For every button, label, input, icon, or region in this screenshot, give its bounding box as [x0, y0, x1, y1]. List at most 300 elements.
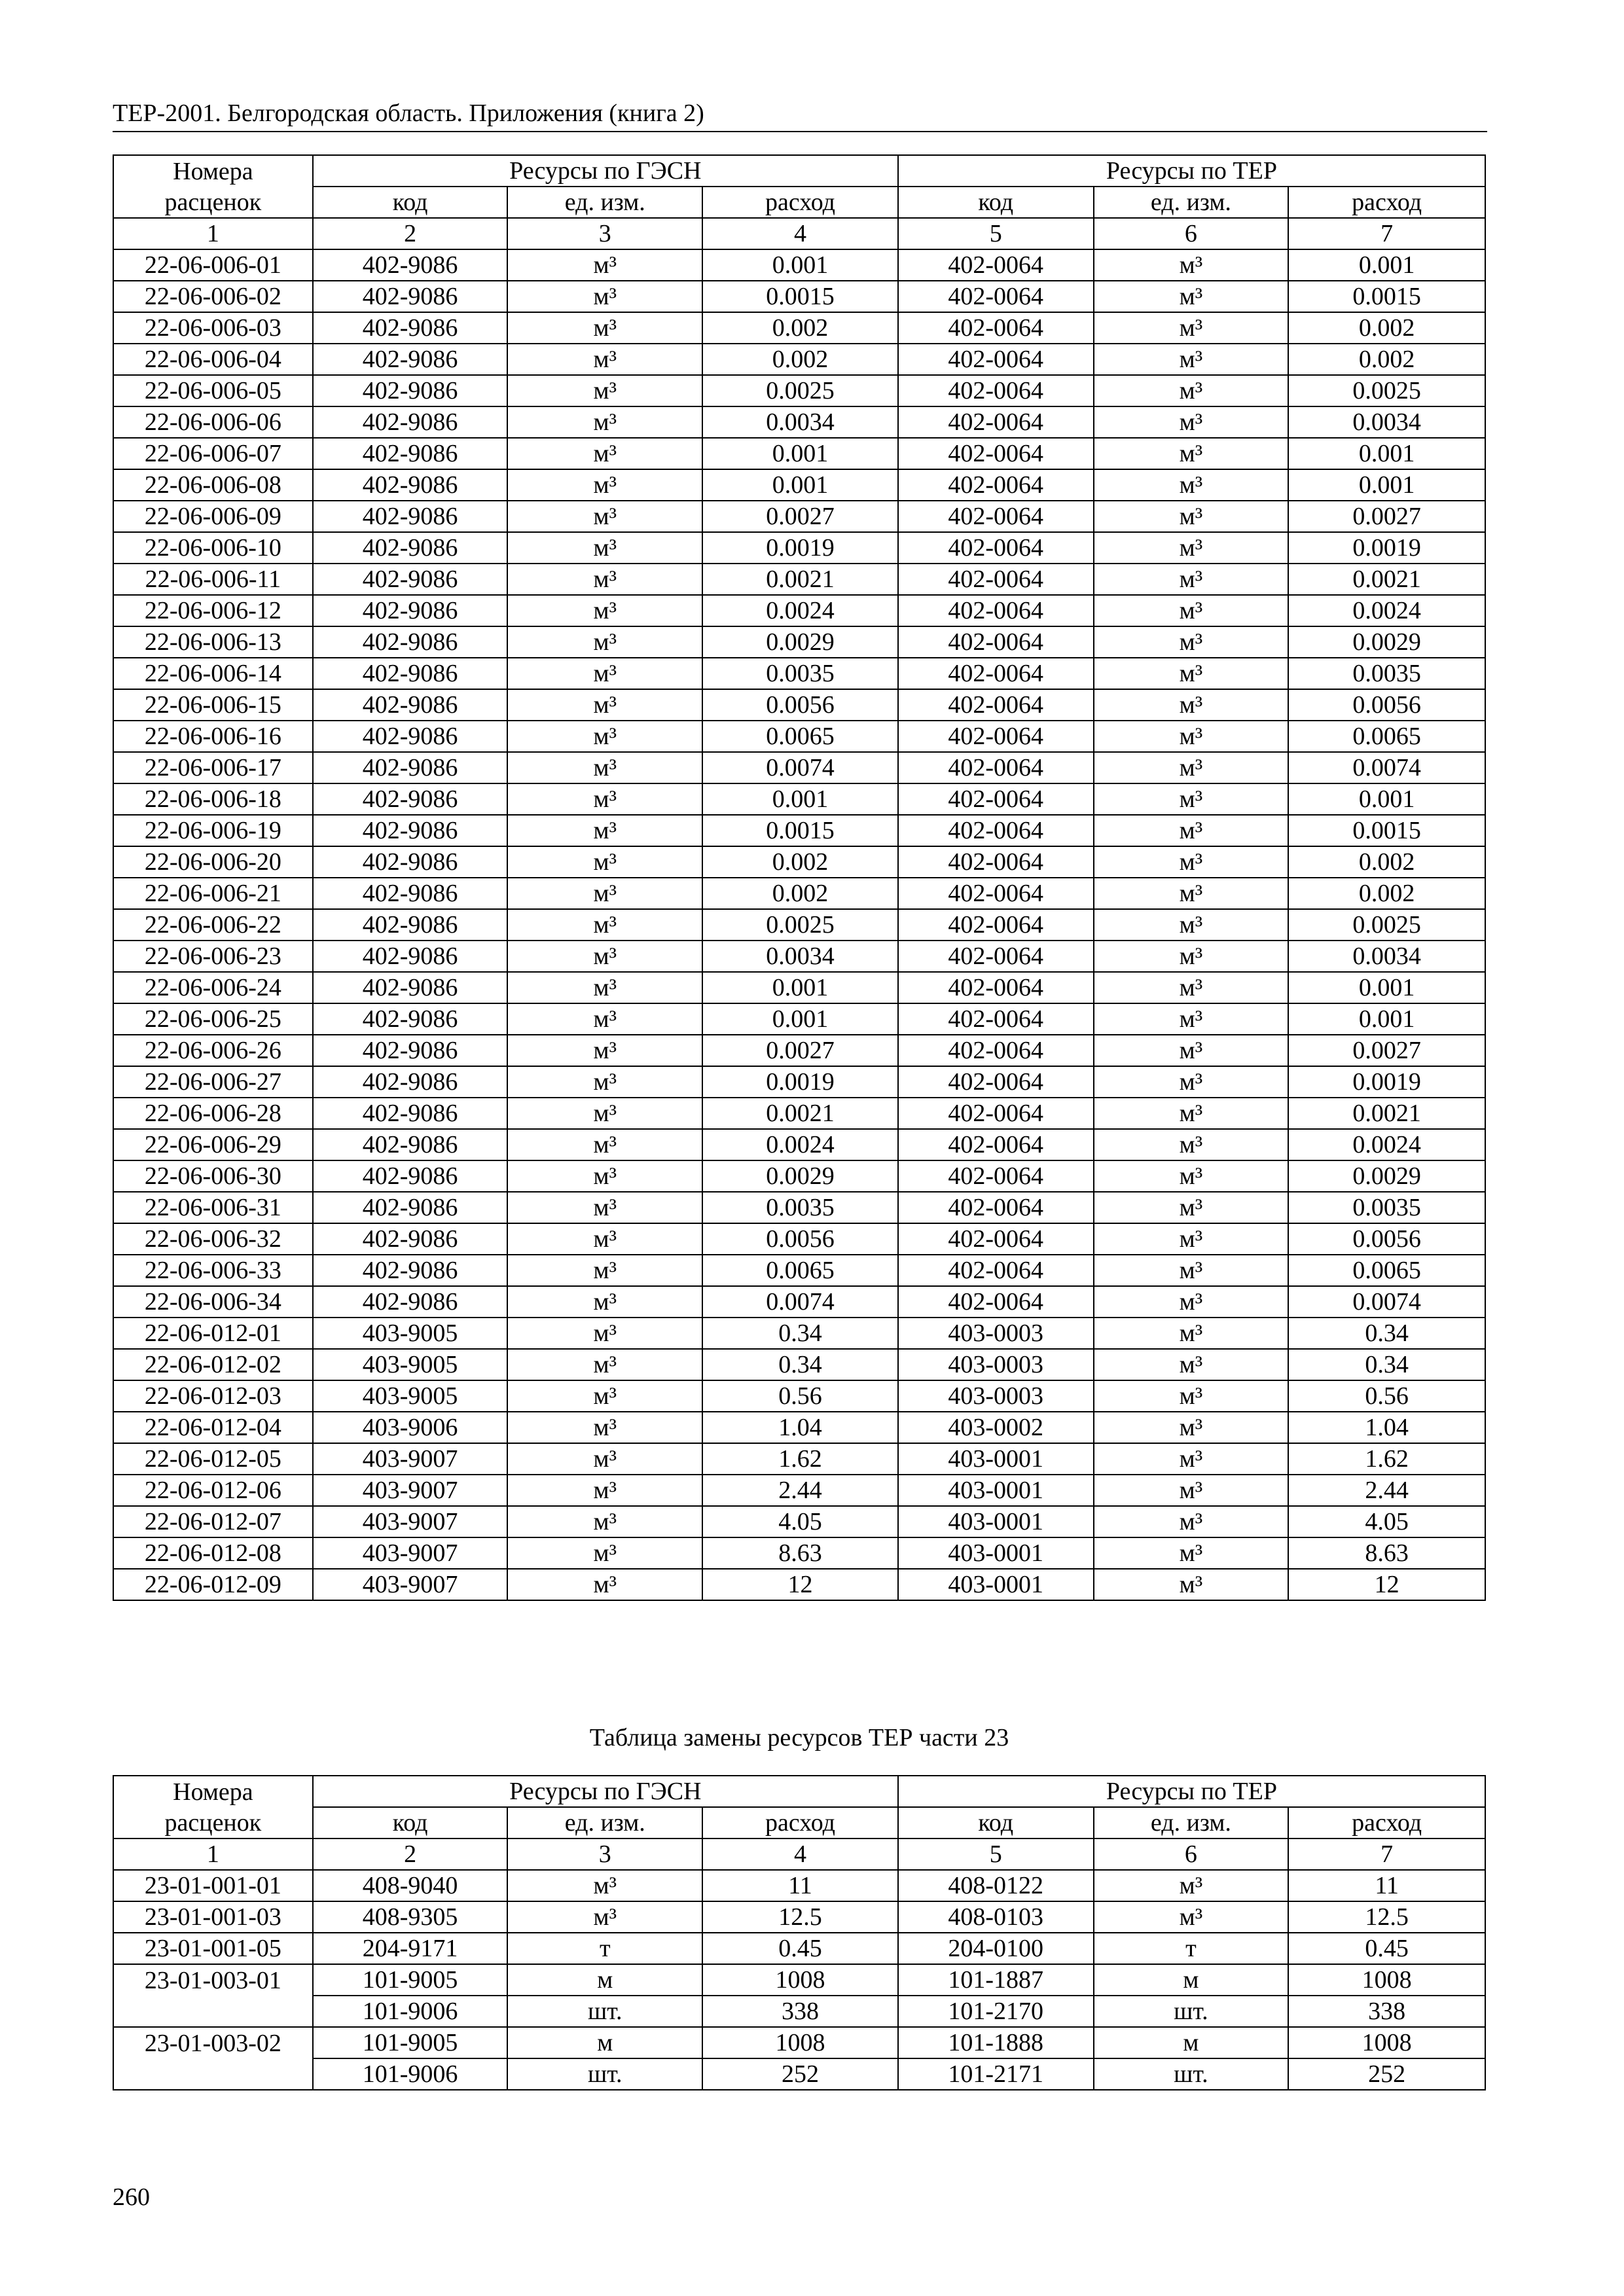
gesn-amount-cell: 252 [702, 2058, 898, 2090]
table-row [113, 2058, 1485, 2090]
gesn-amount-cell: 0.0074 [702, 1286, 898, 1318]
gesn-amount-cell: 0.001 [702, 469, 898, 501]
gesn-unit-cell: м³ [507, 469, 702, 501]
ter-amount-cell: 0.56 [1288, 1380, 1485, 1412]
gesn-code-cell: 402-9086 [313, 469, 508, 501]
ter-amount-cell: 0.0019 [1288, 532, 1485, 564]
gesn-code-cell: 402-9086 [313, 1192, 508, 1223]
table-row [113, 626, 1485, 658]
gesn-amount-cell: 0.002 [702, 312, 898, 344]
ter-amount-cell: 0.0015 [1288, 281, 1485, 312]
gesn-code-cell: 402-9086 [313, 815, 508, 846]
gesn-unit-cell: м³ [507, 1901, 702, 1933]
ter-code-cell: 402-0064 [898, 1255, 1094, 1286]
gesn-unit-cell: м³ [507, 815, 702, 846]
ter-unit-cell: м³ [1094, 752, 1289, 783]
gesn-amount-cell: 0.0015 [702, 281, 898, 312]
column-number-row [113, 218, 1485, 249]
col-number: 5 [898, 218, 1094, 249]
gesn-amount-cell: 0.0019 [702, 1066, 898, 1098]
ter-code-cell: 402-0064 [898, 941, 1094, 972]
ter-code-cell: 402-0064 [898, 689, 1094, 721]
ter-amount-cell: 0.0019 [1288, 1066, 1485, 1098]
ter-amount-cell: 0.0029 [1288, 1160, 1485, 1192]
ter-code-cell: 402-0064 [898, 532, 1094, 564]
table-row [113, 846, 1485, 878]
gesn-unit-header: ед. изм. [507, 187, 702, 218]
ter-amount-cell: 0.0029 [1288, 626, 1485, 658]
ter-unit-cell: м³ [1094, 1066, 1289, 1098]
gesn-amount-cell: 1.62 [702, 1443, 898, 1475]
gesn-amount-cell: 0.0025 [702, 375, 898, 406]
ter-amount-cell: 0.0034 [1288, 941, 1485, 972]
ter-amount-cell: 0.0015 [1288, 815, 1485, 846]
gesn-amount-cell: 0.0029 [702, 626, 898, 658]
table-row [113, 752, 1485, 783]
gesn-unit-cell: м³ [507, 1380, 702, 1412]
gesn-unit-cell: м³ [507, 658, 702, 689]
gesn-code-cell: 101-9005 [313, 2027, 508, 2058]
ter-unit-cell: м³ [1094, 1412, 1289, 1443]
gesn-code-cell: 408-9040 [313, 1870, 508, 1901]
rate-number-cell: 22-06-006-32 [113, 1223, 313, 1255]
ter-unit-cell: м³ [1094, 1380, 1289, 1412]
ter-unit-cell: м³ [1094, 438, 1289, 469]
rate-number-cell: 22-06-006-18 [113, 783, 313, 815]
table-row [113, 312, 1485, 344]
rate-number-cell: 22-06-012-08 [113, 1537, 313, 1569]
ter-code-cell: 402-0064 [898, 658, 1094, 689]
table-row [113, 1223, 1485, 1255]
ter-code-cell: 402-0064 [898, 375, 1094, 406]
header-row-1 [113, 1776, 1485, 1807]
table-body [113, 249, 1485, 1600]
rate-number-cell: 22-06-006-26 [113, 1035, 313, 1066]
table-row [113, 406, 1485, 438]
gesn-unit-cell: м³ [507, 1537, 702, 1569]
rate-number-cell: 22-06-006-12 [113, 595, 313, 626]
ter-unit-cell: м³ [1094, 1129, 1289, 1160]
rate-num-header-line2: расценок [113, 187, 313, 218]
gesn-code-cell: 402-9086 [313, 752, 508, 783]
ter-code-cell: 402-0064 [898, 1098, 1094, 1129]
gesn-unit-cell: м³ [507, 1192, 702, 1223]
rate-number-cell: 22-06-006-14 [113, 658, 313, 689]
ter-unit-cell: шт. [1094, 1996, 1289, 2027]
ter-code-cell: 402-0064 [898, 972, 1094, 1003]
ter-unit-cell: м³ [1094, 1098, 1289, 1129]
gesn-amount-cell: 0.34 [702, 1349, 898, 1380]
gesn-unit-cell: м³ [507, 1475, 702, 1506]
ter-amount-cell: 0.0027 [1288, 1035, 1485, 1066]
gesn-amount-cell: 1.04 [702, 1412, 898, 1443]
gesn-amount-cell: 0.0021 [702, 1098, 898, 1129]
col-number: 3 [507, 218, 702, 249]
ter-unit-cell: м³ [1094, 1537, 1289, 1569]
gesn-code-cell: 402-9086 [313, 783, 508, 815]
ter-unit-cell: м³ [1094, 281, 1289, 312]
gesn-code-cell: 403-9005 [313, 1349, 508, 1380]
rate-number-cell: 22-06-006-23 [113, 941, 313, 972]
running-header: ТЕР-2001. Белгородская область. Приложения (книга 2) [113, 97, 1487, 132]
ter-code-cell: 402-0064 [898, 721, 1094, 752]
ter-code-header: код [898, 1807, 1094, 1839]
gesn-unit-cell: м³ [507, 344, 702, 375]
rate-number-cell: 22-06-006-17 [113, 752, 313, 783]
rate-number-cell: 22-06-006-01 [113, 249, 313, 281]
gesn-amount-cell: 338 [702, 1996, 898, 2027]
gesn-unit-cell: м³ [507, 783, 702, 815]
gesn-code-cell: 402-9086 [313, 406, 508, 438]
ter-unit-cell: м³ [1094, 658, 1289, 689]
gesn-amount-cell: 0.0029 [702, 1160, 898, 1192]
gesn-amount-cell: 0.0065 [702, 721, 898, 752]
ter-code-cell: 402-0064 [898, 1035, 1094, 1066]
gesn-amount-cell: 0.0015 [702, 815, 898, 846]
ter-unit-cell: м [1094, 2027, 1289, 2058]
gesn-code-cell: 403-9006 [313, 1412, 508, 1443]
table-row [113, 1098, 1485, 1129]
ter-code-cell: 403-0001 [898, 1537, 1094, 1569]
ter-code-cell: 402-0064 [898, 438, 1094, 469]
resource-table-part-22 [113, 154, 1486, 1601]
ter-code-cell: 402-0064 [898, 281, 1094, 312]
rate-number-cell: 22-06-006-21 [113, 878, 313, 909]
ter-code-cell: 402-0064 [898, 909, 1094, 941]
gesn-code-cell: 101-9006 [313, 1996, 508, 2027]
gesn-unit-cell: м³ [507, 1066, 702, 1098]
gesn-code-cell: 402-9086 [313, 564, 508, 595]
rate-number-cell: 22-06-006-09 [113, 501, 313, 532]
ter-unit-cell: м³ [1094, 1901, 1289, 1933]
header-row-2 [113, 187, 1485, 218]
gesn-code-cell: 402-9086 [313, 846, 508, 878]
gesn-code-cell: 402-9086 [313, 312, 508, 344]
gesn-amount-cell: 0.0056 [702, 689, 898, 721]
gesn-code-cell: 402-9086 [313, 626, 508, 658]
ter-unit-cell: м³ [1094, 532, 1289, 564]
gesn-amount-cell: 8.63 [702, 1537, 898, 1569]
table-row [113, 595, 1485, 626]
ter-amount-cell: 0.0024 [1288, 595, 1485, 626]
ter-code-cell: 402-0064 [898, 752, 1094, 783]
ter-unit-cell: м³ [1094, 595, 1289, 626]
rate-num-header-line1: Номера [113, 1776, 313, 1807]
ter-code-cell: 101-2170 [898, 1996, 1094, 2027]
gesn-unit-cell: шт. [507, 1996, 702, 2027]
ter-amount-cell: 12 [1288, 1569, 1485, 1600]
ter-amount-cell: 0.0056 [1288, 1223, 1485, 1255]
ter-unit-cell: м³ [1094, 1506, 1289, 1537]
gesn-unit-cell: м³ [507, 1870, 702, 1901]
table-row [113, 1318, 1485, 1349]
table-row [113, 1870, 1485, 1901]
gesn-amount-cell: 11 [702, 1870, 898, 1901]
gesn-unit-cell: м³ [507, 752, 702, 783]
gesn-code-cell: 402-9086 [313, 532, 508, 564]
ter-unit-cell: м³ [1094, 1870, 1289, 1901]
ter-unit-cell: шт. [1094, 2058, 1289, 2090]
ter-unit-cell: м³ [1094, 344, 1289, 375]
ter-amount-cell: 2.44 [1288, 1475, 1485, 1506]
ter-unit-cell: м³ [1094, 878, 1289, 909]
ter-unit-cell: м³ [1094, 1160, 1289, 1192]
gesn-amount-cell: 0.001 [702, 438, 898, 469]
ter-amount-cell: 0.0074 [1288, 1286, 1485, 1318]
rate-number-cell: 22-06-006-19 [113, 815, 313, 846]
rate-number-cell: 22-06-012-05 [113, 1443, 313, 1475]
gesn-code-cell: 402-9086 [313, 595, 508, 626]
ter-amount-cell: 0.0021 [1288, 564, 1485, 595]
ter-code-header: код [898, 187, 1094, 218]
ter-amount-cell: 0.001 [1288, 249, 1485, 281]
ter-code-cell: 402-0064 [898, 1003, 1094, 1035]
ter-code-cell: 402-0064 [898, 564, 1094, 595]
col-number: 2 [313, 1839, 508, 1870]
col-number: 3 [507, 1839, 702, 1870]
rate-number-cell [113, 1996, 313, 2027]
gesn-code-cell: 402-9086 [313, 1066, 508, 1098]
table-row [113, 1412, 1485, 1443]
gesn-amount-cell: 0.34 [702, 1318, 898, 1349]
ter-amount-cell: 0.0021 [1288, 1098, 1485, 1129]
table-row [113, 532, 1485, 564]
gesn-amount-cell: 0.0019 [702, 532, 898, 564]
gesn-unit-cell: м³ [507, 501, 702, 532]
rate-number-cell: 22-06-012-03 [113, 1380, 313, 1412]
table-row [113, 1996, 1485, 2027]
gesn-amount-cell: 1008 [702, 2027, 898, 2058]
col-number: 4 [702, 218, 898, 249]
gesn-unit-cell: м [507, 2027, 702, 2058]
gesn-code-cell: 402-9086 [313, 1160, 508, 1192]
rate-number-cell: 23-01-001-05 [113, 1933, 313, 1964]
ter-amount-header: расход [1288, 1807, 1485, 1839]
gesn-unit-cell: м³ [507, 1349, 702, 1380]
ter-code-cell: 403-0002 [898, 1412, 1094, 1443]
ter-amount-cell: 1.04 [1288, 1412, 1485, 1443]
ter-code-cell: 402-0064 [898, 249, 1094, 281]
ter-unit-cell: м³ [1094, 626, 1289, 658]
table-row [113, 1066, 1485, 1098]
gesn-unit-cell: м³ [507, 1255, 702, 1286]
gesn-amount-cell: 0.001 [702, 1003, 898, 1035]
ter-unit-header: ед. изм. [1094, 1807, 1289, 1839]
table-row [113, 501, 1485, 532]
gesn-unit-cell: м [507, 1964, 702, 1996]
gesn-code-cell: 204-9171 [313, 1933, 508, 1964]
ter-unit-cell: м³ [1094, 312, 1289, 344]
gesn-amount-cell: 0.001 [702, 972, 898, 1003]
ter-amount-cell: 0.001 [1288, 972, 1485, 1003]
gesn-code-cell: 402-9086 [313, 1255, 508, 1286]
rate-number-cell: 22-06-006-02 [113, 281, 313, 312]
gesn-code-cell: 402-9086 [313, 249, 508, 281]
gesn-code-cell: 402-9086 [313, 501, 508, 532]
rate-number-cell: 22-06-012-09 [113, 1569, 313, 1600]
table-row [113, 1506, 1485, 1537]
ter-amount-cell: 338 [1288, 1996, 1485, 2027]
ter-amount-cell: 0.0065 [1288, 721, 1485, 752]
ter-unit-cell: м [1094, 1964, 1289, 1996]
rate-number-cell: 22-06-012-02 [113, 1349, 313, 1380]
ter-unit-cell: м³ [1094, 564, 1289, 595]
gesn-amount-cell: 0.45 [702, 1933, 898, 1964]
ter-amount-cell: 0.0074 [1288, 752, 1485, 783]
gesn-unit-cell: м³ [507, 1506, 702, 1537]
ter-amount-cell: 1008 [1288, 1964, 1485, 1996]
gesn-amount-cell: 0.0034 [702, 406, 898, 438]
ter-amount-cell: 0.002 [1288, 344, 1485, 375]
ter-code-cell: 402-0064 [898, 469, 1094, 501]
gesn-amount-cell: 0.002 [702, 344, 898, 375]
gesn-code-cell: 403-9005 [313, 1380, 508, 1412]
rate-number-cell: 22-06-006-25 [113, 1003, 313, 1035]
gesn-code-cell: 402-9086 [313, 972, 508, 1003]
resource-table-part-23 [113, 1775, 1486, 2090]
table-row [113, 1964, 1485, 1996]
gesn-unit-cell: м³ [507, 249, 702, 281]
gesn-amount-cell: 0.0035 [702, 658, 898, 689]
ter-unit-cell: м³ [1094, 972, 1289, 1003]
gesn-amount-cell: 0.002 [702, 878, 898, 909]
table-row [113, 1537, 1485, 1569]
ter-unit-cell: м³ [1094, 1443, 1289, 1475]
ter-amount-cell: 11 [1288, 1870, 1485, 1901]
ter-code-cell: 402-0064 [898, 626, 1094, 658]
ter-code-cell: 402-0064 [898, 1286, 1094, 1318]
ter-amount-cell: 0.34 [1288, 1318, 1485, 1349]
gesn-code-cell: 101-9005 [313, 1964, 508, 1996]
gesn-unit-cell: м³ [507, 1223, 702, 1255]
rate-number-cell: 22-06-006-05 [113, 375, 313, 406]
ter-unit-cell: м³ [1094, 1255, 1289, 1286]
header-row-1 [113, 155, 1485, 187]
ter-unit-cell: м³ [1094, 1318, 1289, 1349]
gesn-unit-cell: м³ [507, 375, 702, 406]
gesn-unit-cell: м³ [507, 878, 702, 909]
gesn-unit-cell: м³ [507, 1035, 702, 1066]
gesn-amount-cell: 0.0065 [702, 1255, 898, 1286]
ter-code-cell: 403-0001 [898, 1506, 1094, 1537]
ter-unit-cell: м³ [1094, 941, 1289, 972]
ter-code-cell: 403-0001 [898, 1443, 1094, 1475]
gesn-amount-cell: 0.0027 [702, 1035, 898, 1066]
table-row [113, 1286, 1485, 1318]
gesn-code-cell: 402-9086 [313, 721, 508, 752]
ter-unit-cell: м³ [1094, 721, 1289, 752]
ter-amount-cell: 0.001 [1288, 438, 1485, 469]
gesn-code-cell: 403-9007 [313, 1506, 508, 1537]
ter-amount-cell: 0.34 [1288, 1349, 1485, 1380]
table-row [113, 815, 1485, 846]
gesn-code-cell: 403-9007 [313, 1569, 508, 1600]
rate-number-cell: 22-06-006-15 [113, 689, 313, 721]
ter-amount-cell: 0.45 [1288, 1933, 1485, 1964]
ter-amount-cell: 0.0027 [1288, 501, 1485, 532]
ter-code-cell: 101-1887 [898, 1964, 1094, 1996]
ter-amount-cell: 1008 [1288, 2027, 1485, 2058]
ter-unit-cell: м³ [1094, 1223, 1289, 1255]
ter-code-cell: 402-0064 [898, 1066, 1094, 1098]
table-row [113, 1933, 1485, 1964]
rate-num-header-line1: Номера [113, 155, 313, 187]
table-row [113, 1255, 1485, 1286]
ter-code-cell: 403-0003 [898, 1349, 1094, 1380]
table-row [113, 438, 1485, 469]
table-row [113, 972, 1485, 1003]
gesn-amount-cell: 0.56 [702, 1380, 898, 1412]
ter-unit-cell: м³ [1094, 1349, 1289, 1380]
table-row [113, 909, 1485, 941]
rate-number-cell: 22-06-006-07 [113, 438, 313, 469]
rate-number-cell: 22-06-006-20 [113, 846, 313, 878]
gesn-code-cell: 402-9086 [313, 375, 508, 406]
col-number: 5 [898, 1839, 1094, 1870]
ter-unit-cell: м³ [1094, 909, 1289, 941]
col-number: 6 [1094, 1839, 1289, 1870]
gesn-amount-cell: 2.44 [702, 1475, 898, 1506]
ter-unit-cell: м³ [1094, 1569, 1289, 1600]
ter-amount-cell: 0.001 [1288, 1003, 1485, 1035]
table-row [113, 721, 1485, 752]
ter-unit-cell: м³ [1094, 375, 1289, 406]
rate-number-cell: 22-06-006-13 [113, 626, 313, 658]
table-row [113, 281, 1485, 312]
gesn-unit-cell: м³ [507, 595, 702, 626]
rate-number-cell: 23-01-001-01 [113, 1870, 313, 1901]
col-number: 1 [113, 1839, 313, 1870]
ter-code-cell: 408-0103 [898, 1901, 1094, 1933]
gesn-code-cell: 402-9086 [313, 1035, 508, 1066]
ter-amount-cell: 0.001 [1288, 783, 1485, 815]
ter-amount-cell: 0.0034 [1288, 406, 1485, 438]
gesn-unit-cell: м³ [507, 1286, 702, 1318]
gesn-code-cell: 403-9005 [313, 1318, 508, 1349]
rate-number-cell: 22-06-006-16 [113, 721, 313, 752]
ter-code-cell: 402-0064 [898, 1129, 1094, 1160]
gesn-code-cell: 402-9086 [313, 1098, 508, 1129]
gesn-code-header: код [313, 187, 508, 218]
rate-number-cell: 22-06-006-10 [113, 532, 313, 564]
rate-number-cell: 22-06-006-33 [113, 1255, 313, 1286]
gesn-code-cell: 402-9086 [313, 344, 508, 375]
ter-code-cell: 402-0064 [898, 1223, 1094, 1255]
table-row [113, 689, 1485, 721]
table-row [113, 469, 1485, 501]
ter-amount-cell: 0.0024 [1288, 1129, 1485, 1160]
ter-code-cell: 402-0064 [898, 1160, 1094, 1192]
rate-number-cell: 23-01-003-02 [113, 2027, 313, 2058]
table-row [113, 1192, 1485, 1223]
col-number: 2 [313, 218, 508, 249]
gesn-unit-cell: т [507, 1933, 702, 1964]
gesn-amount-cell: 0.002 [702, 846, 898, 878]
gesn-amount-header: расход [702, 1807, 898, 1839]
gesn-unit-cell: шт. [507, 2058, 702, 2090]
rate-num-header-line2: расценок [113, 1807, 313, 1839]
gesn-unit-header: ед. изм. [507, 1807, 702, 1839]
gesn-code-cell: 402-9086 [313, 941, 508, 972]
ter-amount-header: расход [1288, 187, 1485, 218]
gesn-amount-cell: 0.0027 [702, 501, 898, 532]
ter-code-cell: 402-0064 [898, 344, 1094, 375]
ter-amount-cell: 0.0035 [1288, 658, 1485, 689]
ter-amount-cell: 0.0035 [1288, 1192, 1485, 1223]
ter-group-header: Ресурсы по ТЕР [898, 155, 1485, 187]
ter-unit-cell: м³ [1094, 249, 1289, 281]
header-row-2 [113, 1807, 1485, 1839]
